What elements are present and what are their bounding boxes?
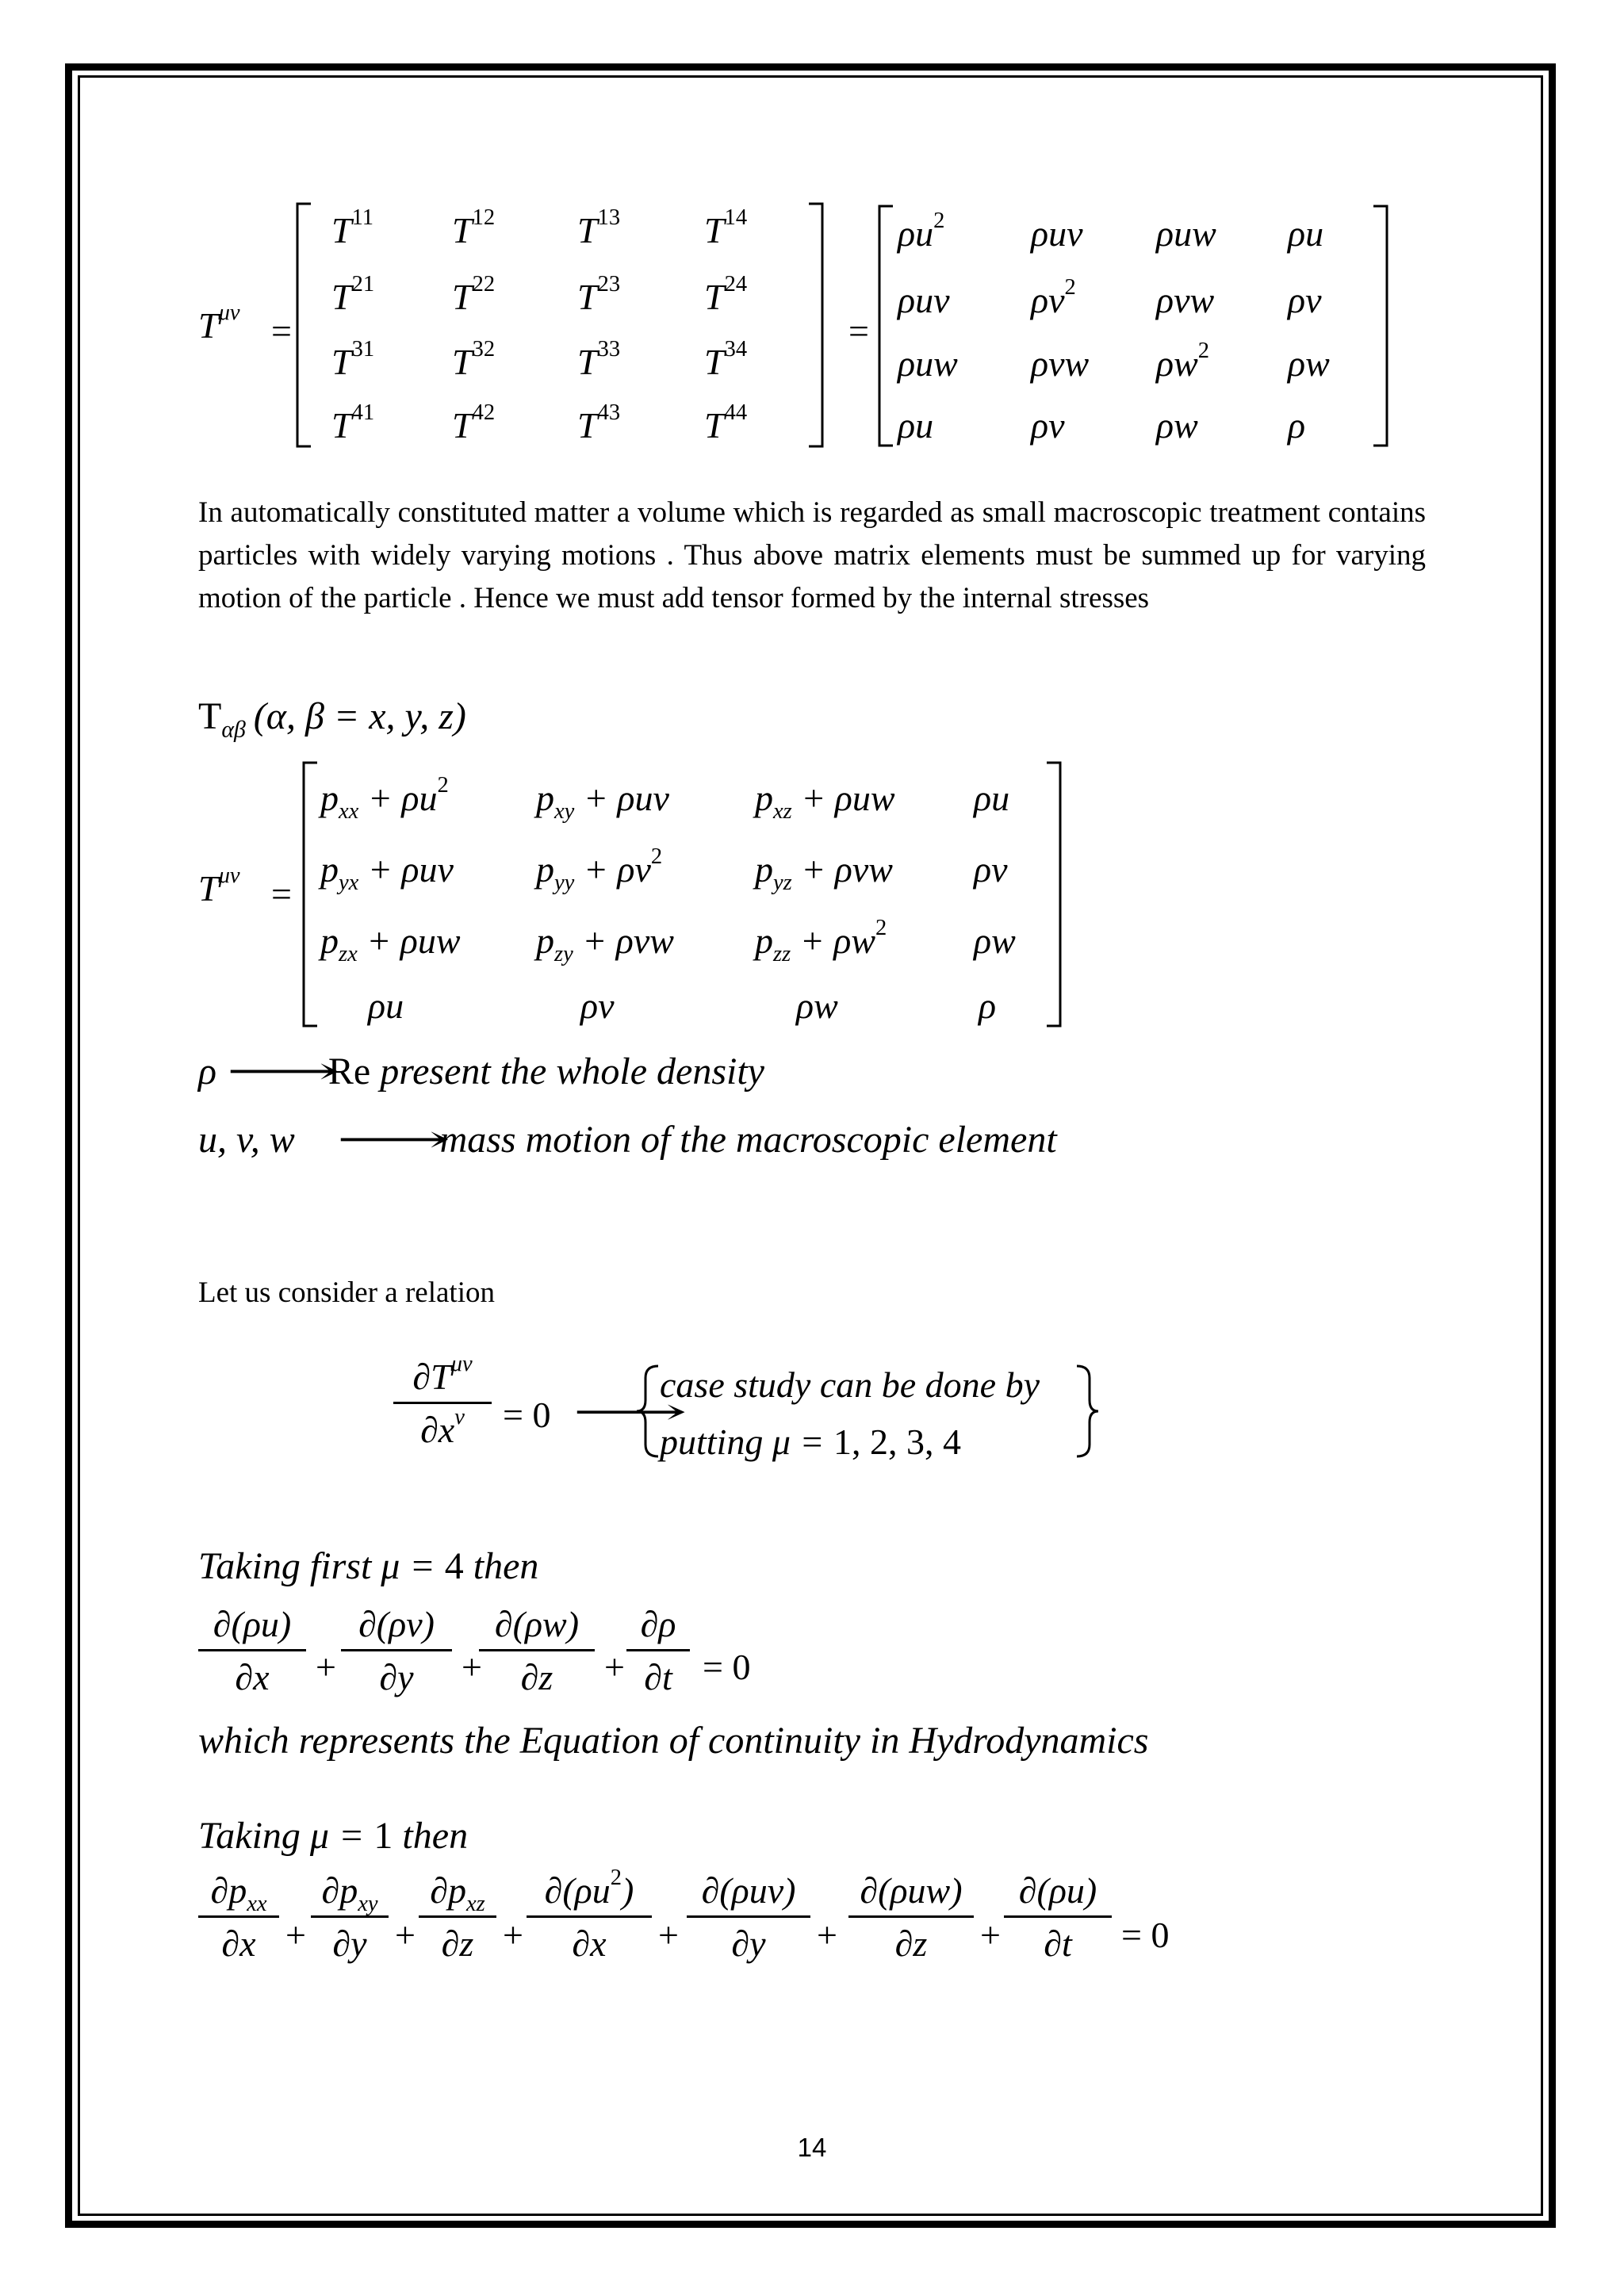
matrix1-equals-2: = — [848, 311, 869, 351]
matrix1-rho-cell: ρv — [1288, 280, 1322, 320]
arrow-icon: ⟶ — [573, 1391, 688, 1432]
brace-line-1: case study can be done by — [660, 1364, 1040, 1405]
matrix1-rho-cell: $\rho u^2$ — [898, 209, 945, 254]
matrix2-cell: ρv — [974, 849, 1008, 890]
matrix2-cell: $p_{yx} + \rho uv$ — [320, 849, 454, 895]
plus-sign: + — [316, 1647, 336, 1687]
plus-sign: + — [980, 1915, 1001, 1955]
continuity-note: which represents the Equation of continuity in Hydrodynamics — [198, 1720, 1149, 1762]
plus-sign: + — [503, 1915, 523, 1955]
definition-mass-motion: u, v, w ⟶mass motion of the macroscopic element — [198, 1119, 1057, 1161]
matrix2-cell: $p_{zz} + \rho w^2$ — [755, 916, 887, 966]
paragraph-relation-intro: Let us consider a relation — [198, 1276, 495, 1309]
momentum-fraction: ∂(ρuv) ∂y — [687, 1873, 810, 1962]
continuity-fraction: ∂(ρv) ∂y — [341, 1606, 452, 1696]
paragraph-internal-stresses: In automatically constituted matter a volume which is regarded as small macroscopic treatment contains particles with widely varying motions . Thus above matrix elements must be summed up for varying motion of the particle . Hence we must add tensor formed by the internal stresses — [198, 496, 1426, 614]
continuity-fraction: ∂(ρw) ∂z — [479, 1606, 595, 1696]
tensor-label: $T_{\alpha\beta}$ (α, β = x, y, z) — [198, 695, 466, 743]
page-number: 14 — [797, 2133, 827, 2162]
matrix1-cell: $T^{14}$ — [704, 205, 748, 251]
matrix1-rho-cell: $\rho v^2$ — [1031, 275, 1076, 320]
matrix1-lhs: $T^{\mu\nu}$ — [198, 300, 240, 346]
right-brace-icon — [1072, 1364, 1101, 1459]
plus-sign: + — [395, 1915, 416, 1955]
momentum-fraction: $\partial(\rho u^2)$ ∂x — [527, 1873, 652, 1962]
matrix1-rho-cell: ρu — [1288, 213, 1324, 254]
matrix2-cell: $p_{yz} + \rho vw$ — [755, 849, 893, 895]
matrix2-cell: $p_{xy} + \rho uv$ — [536, 778, 669, 824]
matrix1-cell: $T^{44}$ — [704, 400, 748, 446]
matrix1-cell: $T^{31}$ — [331, 337, 375, 382]
matrix1-cell: $T^{41}$ — [331, 400, 375, 446]
matrix2-cell: $p_{zx} + \rho uw$ — [320, 920, 461, 966]
matrix2-bracket-open — [301, 761, 319, 1027]
taking-mu-1: Taking μ = 1 then — [198, 1815, 469, 1857]
momentum-fraction: ∂(ρu) ∂t — [1004, 1873, 1112, 1962]
left-brace-icon — [634, 1364, 663, 1459]
matrix1-rho-cell: ρuv — [898, 280, 950, 320]
matrix2-cell: ρv — [580, 985, 615, 1026]
matrix2-cell: ρw — [974, 920, 1016, 961]
matrix1-cell: $T^{13}$ — [577, 205, 621, 251]
brace-line-2: putting μ = 1, 2, 3, 4 — [660, 1422, 961, 1462]
matrix1-cell: $T^{24}$ — [704, 272, 748, 317]
continuity-fraction: ∂ρ ∂t — [626, 1606, 690, 1696]
continuity-rhs: = 0 — [703, 1647, 751, 1687]
matrix2-equals: = — [271, 874, 292, 914]
matrix1-rho-cell: ρvw — [1031, 343, 1090, 384]
matrix1-rho-cell: $\rho w^2$ — [1156, 339, 1210, 384]
matrix1-rho-cell: ρ — [1288, 405, 1306, 446]
relation-rhs: = 0 — [503, 1395, 551, 1435]
matrix1-equals: = — [271, 311, 292, 351]
matrix1-left-bracket-close — [807, 202, 825, 448]
matrix1-cell: $T^{11}$ — [331, 205, 374, 251]
matrix1-cell: $T^{43}$ — [577, 400, 621, 446]
matrix1-rho-cell: ρv — [1031, 405, 1065, 446]
matrix1-cell: $T^{12}$ — [452, 205, 496, 251]
matrix1-cell: $T^{23}$ — [577, 272, 621, 317]
matrix1-rho-cell: ρvw — [1156, 280, 1215, 320]
matrix1-rho-cell: ρuw — [898, 343, 958, 384]
matrix1-rho-cell: ρw — [1288, 343, 1330, 384]
matrix1-rho-cell: ρu — [898, 405, 934, 446]
taking-first-mu-4: Taking first μ = 4 then — [198, 1545, 539, 1587]
arrow-icon: ⟶ — [335, 1119, 451, 1161]
matrix2-cell: ρu — [974, 778, 1010, 818]
continuity-fraction: ∂(ρu) ∂x — [198, 1606, 306, 1696]
momentum-fraction: ∂(ρuw) ∂z — [848, 1873, 974, 1962]
matrix2-cell: $p_{zy} + \rho vw$ — [536, 920, 674, 966]
matrix2-cell: ρu — [368, 985, 404, 1026]
matrix1-cell: $T^{42}$ — [452, 400, 496, 446]
matrix2-bracket-close — [1045, 761, 1063, 1027]
matrix2-cell: ρw — [796, 985, 838, 1026]
plus-sign: + — [817, 1915, 837, 1955]
matrix2-cell: $p_{xx} + \rho u^2$ — [320, 773, 449, 824]
matrix1-cell: $T^{34}$ — [704, 337, 748, 382]
plus-sign: + — [604, 1647, 625, 1687]
momentum-fraction: $\partial p_{xx}$ ∂x — [198, 1873, 279, 1962]
matrix1-rho-cell: ρw — [1156, 405, 1198, 446]
matrix1-right-bracket-close — [1372, 205, 1389, 447]
matrix1-right-bracket-open — [877, 205, 894, 447]
matrix1-cell: $T^{32}$ — [452, 337, 496, 382]
plus-sign: + — [658, 1915, 679, 1955]
arrow-icon: ⟶ — [226, 1050, 341, 1093]
matrix1-left-bracket-open — [295, 202, 312, 448]
relation-fraction: $\partial T^{\mu\nu}$ $\partial x^\nu$ — [393, 1359, 492, 1448]
matrix2-cell: $p_{yy} + \rho v^2$ — [536, 844, 663, 895]
matrix2-lhs: $T^{\mu\nu}$ — [198, 863, 240, 909]
matrix1-cell: $T^{33}$ — [577, 337, 621, 382]
matrix2-cell: $p_{xz} + \rho uw$ — [755, 778, 895, 824]
plus-sign: + — [462, 1647, 482, 1687]
matrix1-cell: $T^{22}$ — [452, 272, 496, 317]
momentum-rhs: = 0 — [1121, 1915, 1170, 1955]
momentum-fraction: $\partial p_{xz}$ ∂z — [419, 1873, 496, 1962]
matrix1-rho-cell: ρuv — [1031, 213, 1083, 254]
definition-density: ρ ⟶Re present the whole density — [198, 1050, 764, 1093]
matrix1-rho-cell: ρuw — [1156, 213, 1216, 254]
matrix2-cell: ρ — [979, 985, 997, 1026]
matrix1-cell: $T^{21}$ — [331, 272, 375, 317]
plus-sign: + — [285, 1915, 306, 1955]
momentum-fraction: $\partial p_{xy}$ ∂y — [311, 1873, 389, 1962]
